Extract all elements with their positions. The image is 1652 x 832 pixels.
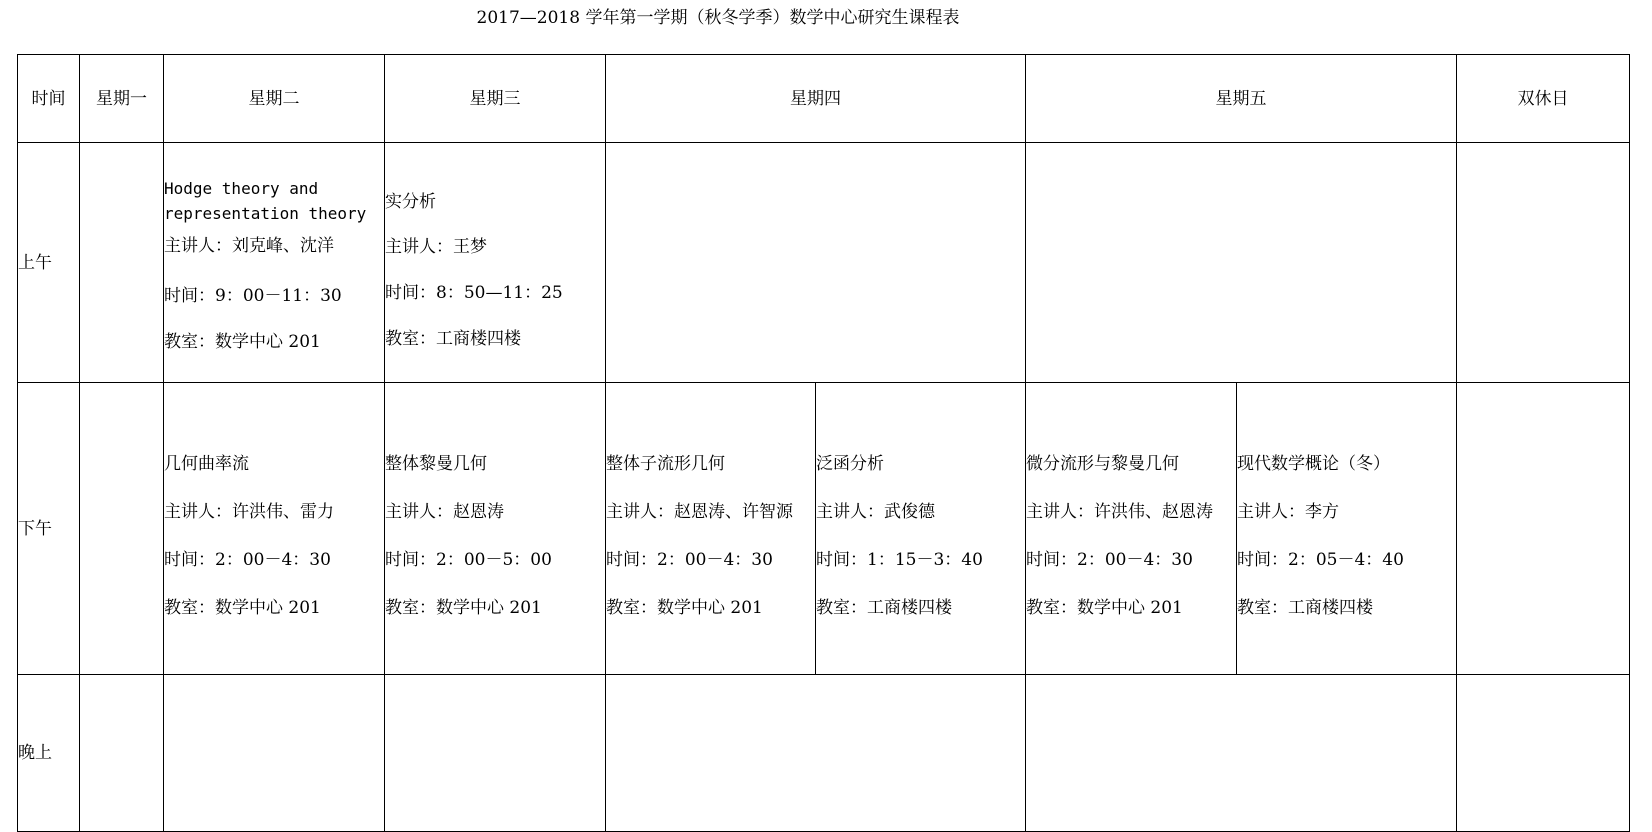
row-label-morning: 上午: [18, 143, 80, 383]
course-cell-afternoon-thursday-a: [606, 383, 816, 675]
course-cell-morning-wednesday: [385, 143, 606, 383]
course-room: 教室：数学中心 201: [385, 597, 542, 618]
course-name: 微分流形与黎曼几何: [1026, 453, 1179, 474]
cell-afternoon-monday: [80, 383, 164, 675]
header-monday: 星期一: [80, 55, 164, 143]
morning-row: [18, 143, 1630, 383]
course-room: 教室：工商楼四楼: [385, 328, 521, 349]
course-time: 时间：2：00－4：30: [164, 549, 331, 570]
course-lecturer: 主讲人：武俊德: [816, 501, 935, 522]
course-lecturer: 主讲人：李方: [1237, 501, 1339, 522]
cell-morning-thursday: [606, 143, 1026, 383]
course-cell-afternoon-friday-a: [1026, 383, 1237, 675]
course-name: Hodge theory and representation theory: [164, 178, 367, 223]
course-cell-afternoon-tuesday: [164, 383, 385, 675]
row-label-evening: 晚上: [18, 675, 80, 832]
course-room: 教室：工商楼四楼: [1237, 597, 1373, 618]
course-name: 整体黎曼几何: [385, 453, 487, 474]
course-room: 教室：数学中心 201: [1026, 597, 1183, 618]
cell-evening-friday: [1026, 675, 1457, 832]
header-weekend: 双休日: [1457, 55, 1630, 143]
header-tuesday: 星期二: [164, 55, 385, 143]
course-room: 教室：数学中心 201: [164, 331, 321, 352]
course-name: 现代数学概论（冬）: [1237, 453, 1390, 474]
afternoon-row: [18, 383, 1630, 675]
cell-morning-monday: [80, 143, 164, 383]
course-name: 实分析: [385, 191, 436, 212]
course-cell-afternoon-friday-b: [1237, 383, 1457, 675]
row-label-afternoon: 下午: [18, 383, 80, 675]
course-cell-afternoon-wednesday: [385, 383, 606, 675]
header-wednesday: 星期三: [385, 55, 606, 143]
course-time: 时间：2：00－5：00: [385, 549, 552, 570]
cell-morning-friday: [1026, 143, 1457, 383]
course-time: 时间：2：00－4：30: [1026, 549, 1193, 570]
course-lecturer: 主讲人：许洪伟、雷力: [164, 501, 334, 522]
course-time: 时间：8：50—11：25: [385, 282, 563, 303]
cell-evening-monday: [80, 675, 164, 832]
header-time: 时间: [18, 55, 80, 143]
course-time: 时间：1：15－3：40: [816, 549, 983, 570]
cell-morning-weekend: [1457, 143, 1630, 383]
course-time: 时间：9：00－11：30: [164, 285, 342, 306]
course-room: 教室：工商楼四楼: [816, 597, 952, 618]
evening-row: [18, 675, 1630, 832]
course-lecturer: 主讲人：赵恩涛、许智源: [606, 501, 793, 522]
cell-afternoon-weekend: [1457, 383, 1630, 675]
cell-evening-weekend: [1457, 675, 1630, 832]
header-thursday: 星期四: [606, 55, 1026, 143]
course-room: 教室：数学中心 201: [606, 597, 763, 618]
schedule-table: [17, 54, 1630, 832]
cell-evening-wednesday: [385, 675, 606, 832]
course-time: 时间：2：05－4：40: [1237, 549, 1404, 570]
course-lecturer: 主讲人：许洪伟、赵恩涛: [1026, 501, 1213, 522]
cell-evening-tuesday: [164, 675, 385, 832]
page-title: 2017—2018 学年第一学期（秋冬学季）数学中心研究生课程表: [476, 8, 960, 28]
header-friday: 星期五: [1026, 55, 1457, 143]
header-row: [18, 55, 1630, 143]
course-name: 几何曲率流: [164, 453, 249, 474]
course-name: 整体子流形几何: [606, 453, 725, 474]
course-cell-afternoon-thursday-b: [816, 383, 1026, 675]
course-room: 教室：数学中心 201: [164, 597, 321, 618]
course-lecturer: 主讲人：赵恩涛: [385, 501, 504, 522]
course-name: 泛函分析: [816, 453, 884, 474]
cell-evening-thursday: [606, 675, 1026, 832]
course-cell-morning-tuesday: [164, 143, 385, 383]
course-lecturer: 主讲人：刘克峰、沈洋: [164, 235, 334, 256]
course-time: 时间：2：00－4：30: [606, 549, 773, 570]
course-lecturer: 主讲人：王梦: [385, 236, 487, 257]
